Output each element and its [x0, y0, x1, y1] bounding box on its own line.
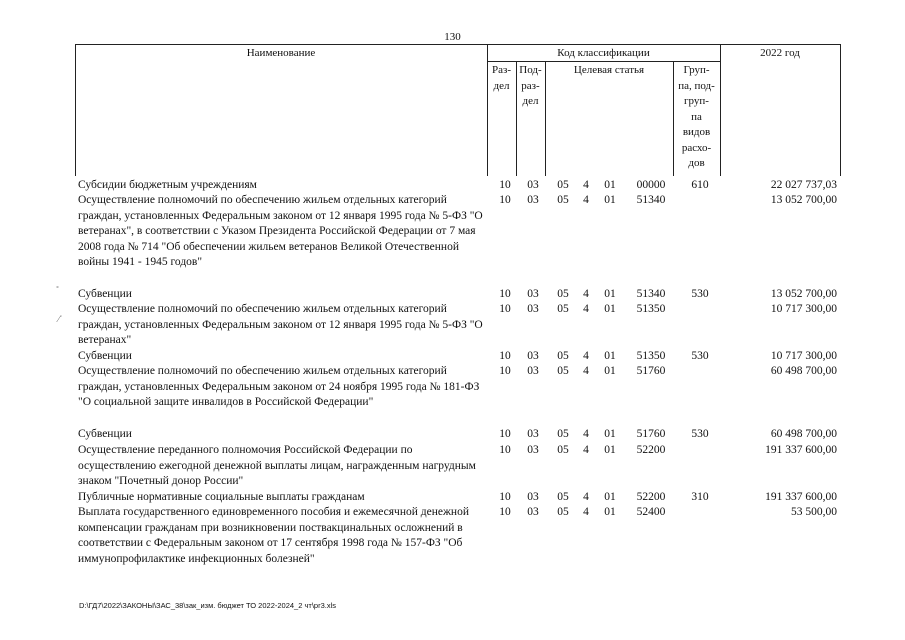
row-target-1: 05: [557, 350, 569, 362]
row-target-2: 4: [583, 428, 589, 440]
table-row: [0, 427, 905, 441]
row-podrazdel: 03: [527, 179, 539, 191]
row-value: 191 337 600,00: [765, 444, 837, 456]
row-value: 53 500,00: [791, 506, 837, 518]
row-value: 10 717 300,00: [770, 303, 837, 315]
row-target-2: 4: [583, 303, 589, 315]
row-value: 191 337 600,00: [765, 491, 837, 503]
header-name: Наименование: [246, 47, 316, 59]
header-target: Целевая статья: [573, 64, 645, 76]
row-target-4: 51350: [636, 303, 666, 315]
row-target-1: 05: [557, 179, 569, 191]
row-target-2: 4: [583, 506, 589, 518]
row-name: Субвенции: [78, 428, 132, 440]
row-target-4: 51760: [636, 365, 666, 377]
table-row: [0, 443, 905, 488]
row-target-3: 01: [604, 350, 616, 362]
scan-mark: ˚: [56, 285, 59, 295]
row-target-1: 05: [557, 194, 569, 206]
row-podrazdel: 03: [527, 350, 539, 362]
header-podrazdel: Под- раз- дел: [519, 64, 542, 107]
row-target-3: 01: [604, 444, 616, 456]
row-target-3: 01: [604, 179, 616, 191]
row-name: Субвенции: [78, 288, 132, 300]
row-name: Осуществление полномочий по обеспечению жильем отдельных категорий граждан, установленных Федеральным законом от 12 января 1995 года № 5-ФЗ "О ветеранах", в соответствии с Указом Президента Российской Федерации от 7 мая 2008 года № 714 "Об обеспечении жильем ветеранов Великой Отечественной войны 1941 - 1945 годов": [78, 194, 483, 269]
row-razdel: 10: [499, 350, 511, 362]
table-row: [0, 490, 905, 504]
row-razdel: 10: [499, 491, 511, 503]
row-value: 13 052 700,00: [770, 194, 837, 206]
file-path-footer: D:\ГД7\2022\ЗАКОНЫ\ЗАС_38\зак_изм. бюджет ТО 2022-2024_2 чт\pr3.xls: [79, 601, 336, 610]
row-group: 310: [691, 491, 709, 503]
row-target-3: 01: [604, 491, 616, 503]
row-target-2: 4: [583, 350, 589, 362]
table-row: [0, 349, 905, 363]
row-name: Субвенции: [78, 350, 132, 362]
row-target-1: 05: [557, 491, 569, 503]
header-razdel: Раз- дел: [491, 64, 511, 92]
row-group: 530: [691, 428, 709, 440]
row-target-2: 4: [583, 444, 589, 456]
row-target-1: 05: [557, 303, 569, 315]
table-row: [0, 302, 905, 347]
row-target-3: 01: [604, 428, 616, 440]
row-target-2: 4: [583, 194, 589, 206]
row-value: 10 717 300,00: [770, 350, 837, 362]
row-target-2: 4: [583, 365, 589, 377]
row-podrazdel: 03: [527, 303, 539, 315]
row-podrazdel: 03: [527, 428, 539, 440]
row-value: 60 498 700,00: [770, 365, 837, 377]
row-target-1: 05: [557, 365, 569, 377]
table-row: [0, 287, 905, 301]
row-target-3: 01: [604, 365, 616, 377]
row-razdel: 10: [499, 506, 511, 518]
row-razdel: 10: [499, 444, 511, 456]
row-name: Осуществление полномочий по обеспечению жильем отдельных категорий граждан, установленных Федеральным законом от 24 ноября 1995 года № 181-ФЗ "О социальной защите инвалидов в Российской Федерации": [78, 365, 480, 409]
row-target-4: 51340: [636, 194, 666, 206]
row-podrazdel: 03: [527, 491, 539, 503]
row-name: Осуществление переданного полномочия Российской Федерации по осуществлению ежегодной денежной выплаты лицам, награжденным нагрудным знаком "Почетный донор России": [78, 444, 476, 488]
row-value: 60 498 700,00: [770, 428, 837, 440]
row-podrazdel: 03: [527, 444, 539, 456]
table-header: [75, 44, 841, 176]
row-target-3: 01: [604, 194, 616, 206]
row-target-2: 4: [583, 288, 589, 300]
page-number: 130: [444, 31, 461, 43]
header-code: Код классификации: [557, 47, 650, 59]
header-group: Груп- па, под- груп- па видов расхо- дов: [678, 64, 715, 169]
row-target-4: 52400: [636, 506, 666, 518]
header-year: 2022 год: [760, 47, 800, 59]
row-group: 530: [691, 288, 709, 300]
row-target-4: 52200: [636, 444, 666, 456]
row-target-1: 05: [557, 444, 569, 456]
table-row: [0, 505, 905, 565]
row-target-4: 51760: [636, 428, 666, 440]
row-target-2: 4: [583, 179, 589, 191]
row-value: 22 027 737,03: [770, 179, 837, 191]
row-target-3: 01: [604, 303, 616, 315]
row-target-4: 51340: [636, 288, 666, 300]
row-razdel: 10: [499, 428, 511, 440]
row-value: 13 052 700,00: [770, 288, 837, 300]
row-group: 530: [691, 350, 709, 362]
row-target-4: 52200: [636, 491, 666, 503]
row-name: Осуществление полномочий по обеспечению жильем отдельных категорий граждан, установленных Федеральным законом от 12 января 1995 года № 5-ФЗ "О ветеранах": [78, 303, 483, 347]
row-target-2: 4: [583, 491, 589, 503]
row-razdel: 10: [499, 303, 511, 315]
row-razdel: 10: [499, 288, 511, 300]
row-target-1: 05: [557, 288, 569, 300]
row-razdel: 10: [499, 365, 511, 377]
row-razdel: 10: [499, 194, 511, 206]
row-podrazdel: 03: [527, 506, 539, 518]
row-target-3: 01: [604, 288, 616, 300]
row-target-1: 05: [557, 506, 569, 518]
row-podrazdel: 03: [527, 365, 539, 377]
table-row: [0, 364, 905, 409]
row-target-4: 00000: [636, 179, 666, 191]
row-podrazdel: 03: [527, 288, 539, 300]
row-name: Выплата государственного единовременного пособия и ежемесячной денежной компенсации гражданам при возникновении поствакцинальных осложнений в соответствии с Федеральным законом от 17 сентября 1998 года № 157-ФЗ "Об иммунопрофилактике инфекционных болезней": [78, 506, 469, 565]
row-target-1: 05: [557, 428, 569, 440]
row-razdel: 10: [499, 179, 511, 191]
row-group: 610: [691, 179, 709, 191]
row-name: Публичные нормативные социальные выплаты гражданам: [78, 491, 365, 503]
row-podrazdel: 03: [527, 194, 539, 206]
table-row: [0, 193, 905, 269]
row-name: Субсидии бюджетным учреждениям: [78, 179, 257, 191]
scan-mark: ⁄˙: [58, 314, 63, 324]
row-target-3: 01: [604, 506, 616, 518]
row-target-4: 51350: [636, 350, 666, 362]
table-row: [0, 178, 905, 192]
